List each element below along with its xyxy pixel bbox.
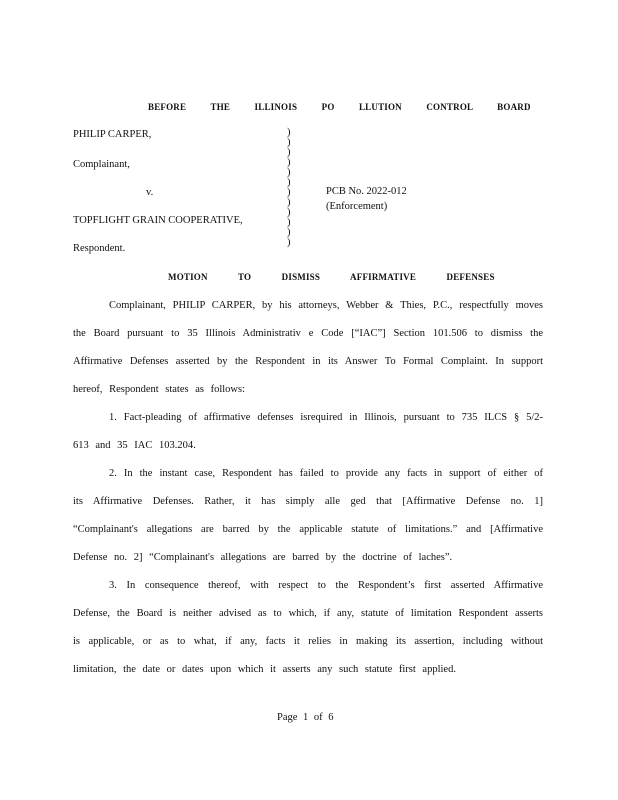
paren: ): [287, 217, 291, 228]
intro-paragraph: Complainant, PHILIP CARPER, by his attorneys, Webber & Thies, P.C., respectfully moves the Board pursuant to 35 Illinois Administrativ e Code [“IAC”] Section 101.506 to dismiss the Affirmative Defenses asserted by the Respondent in its Answer To Formal Complaint. In support hereof, Respondent states as follows:: [73, 300, 543, 395]
versus-label: v.: [146, 187, 154, 198]
motion-title: MOTION TO DISMISS AFFIRMATIVE DEFENSES: [168, 272, 495, 282]
paragraph-3: 3. In consequence thereof, with respect to the Respondent’s first asserted Affirmative Defense, the Board is neither advised as to which, if any, statute of limitation Respondent asserts is applicable, or as to what, if any, facts it relies in making its assertion, including without limitation, the date or dates upon which it asserts any such statute first applied.: [73, 580, 543, 675]
case-number: PCB No. 2022-012: [326, 186, 407, 197]
defendant-name: TOPFLIGHT GRAIN COOPERATIVE,: [73, 215, 243, 226]
paren: ): [287, 207, 291, 218]
paragraph-2: 2. In the instant case, Respondent has failed to provide any facts in support of either of its Affirmative Defenses. Rather, it has simply alle ged that [Affirmative Defense no. 1] “Complainant's allegations are barred by the applicable statute of limitations.” and [Affirmative Defense no. 2] “Complainant's allegations are barred by the doctrine of laches”.: [73, 468, 543, 563]
paren: ): [287, 127, 291, 138]
defendant-role: Respondent.: [73, 243, 126, 254]
paren: ): [287, 177, 291, 188]
board-heading: BEFORE THE ILLINOIS PO LLUTION CONTROL BOARD: [148, 102, 531, 112]
plaintiff-role: Complainant,: [73, 159, 130, 170]
paren: ): [287, 187, 291, 198]
paren: ): [287, 197, 291, 208]
paren: ): [287, 137, 291, 148]
paren: ): [287, 237, 291, 248]
paren: ): [287, 147, 291, 158]
paragraph-1: 1. Fact-pleading of affirmative defenses isrequired in Illinois, pursuant to 735 ILCS § 5/2-613 and 35 IAC 103.204.: [73, 412, 543, 451]
paren: ): [287, 167, 291, 178]
caption-parentheses: [287, 128, 297, 248]
case-type: (Enforcement): [326, 201, 388, 212]
paren: ): [287, 227, 291, 238]
paren: ): [287, 157, 291, 168]
page-number: Page 1 of 6: [277, 712, 334, 723]
plaintiff-name: PHILIP CARPER,: [73, 129, 152, 140]
